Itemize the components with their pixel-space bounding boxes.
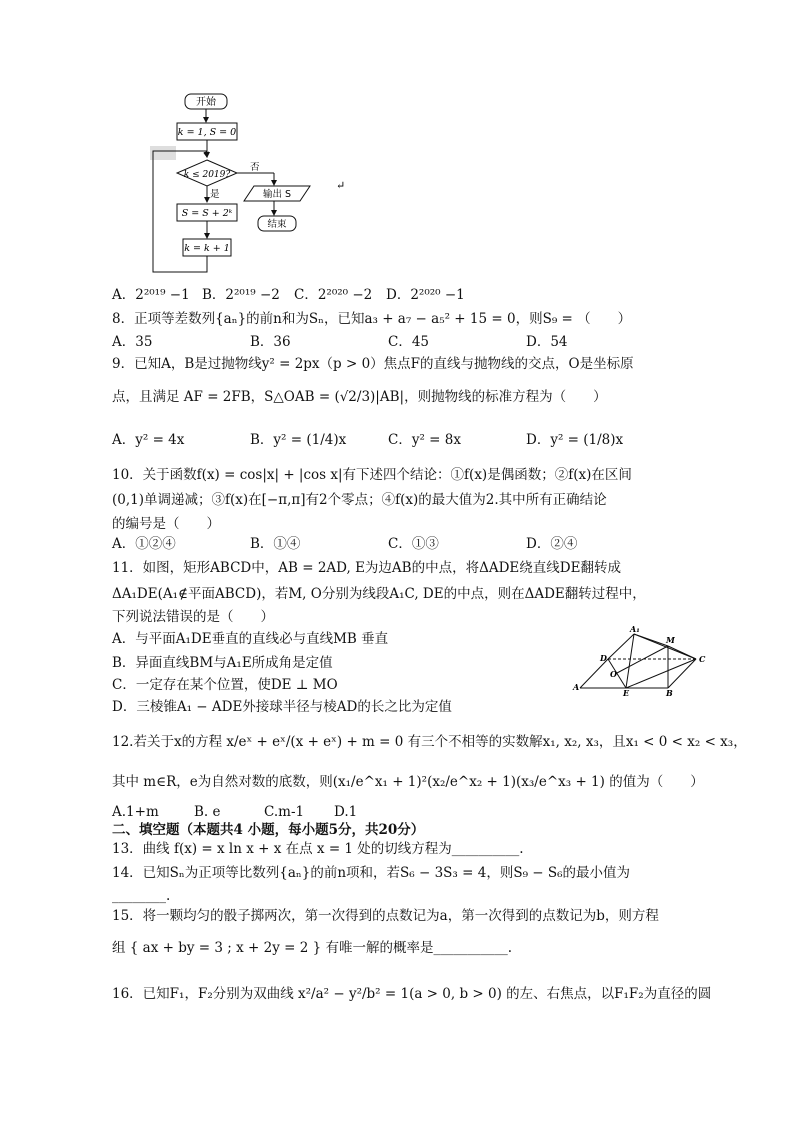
q14-line2: ________.: [112, 888, 171, 904]
flow-start-label: 开始: [196, 97, 216, 108]
q11-option-d[interactable]: D．三棱锥A₁ − ADE外接球半径与棱AD的长之比为定值: [112, 699, 452, 715]
flow-init-label: k = 1, S = 0: [177, 127, 237, 138]
q12-line1: 12.若关于x的方程 x/eˣ + eˣ/(x + eˣ) + m = 0 有三个不相等的实数解x₁, x₂, x₃，且x₁ < 0 < x₂ < x₃，: [112, 734, 747, 750]
flowchart-figure: [150, 90, 360, 280]
q9-line2: 点，且满足 AF = 2FB，S△OAB = (√2/3)|AB|，则抛物线的标准方程为（ ）: [112, 389, 607, 405]
q12-option-c[interactable]: C.m-1: [264, 804, 305, 820]
flow-condition-label: k ≤ 2019?: [183, 170, 231, 180]
fig-label-m: M: [666, 635, 675, 645]
fig-label-c: C: [699, 654, 706, 664]
flow-update-s-label: S = S + 2ᵏ: [181, 208, 233, 219]
q10-line1: 10．关于函数f(x) = cos|x| + |cos x|有下述四个结论：①f(x)是偶函数；②f(x)在区间: [112, 467, 632, 483]
flow-update-k-label: k = k + 1: [184, 243, 230, 254]
q10-line3: 的编号是（ ）: [112, 516, 220, 532]
q11-figure: [572, 622, 712, 697]
q7-option-a[interactable]: A．2²⁰¹⁹ −1: [112, 287, 190, 303]
q12-options: [112, 803, 357, 821]
q11-line2: ΔA₁DE(A₁∉平面ABCD)，若M, O分别为线段A₁C, DE的中点，则在ΔADE翻转过程中，: [112, 586, 646, 602]
q11-option-a[interactable]: A．与平面A₁DE垂直的直线必与直线MB 垂直: [112, 631, 389, 647]
q7-option-d[interactable]: D．2²⁰²⁰ −1: [386, 287, 465, 303]
q9-option-d[interactable]: D．y² = (1/8)x: [526, 432, 624, 448]
q15-line2: 组 { ax + by = 3 ; x + 2y = 2 } 有唯一解的概率是___________.: [112, 940, 513, 956]
q8-options: [112, 333, 568, 351]
section2-heading: 二、填空题（本题共4 小题，每小题5分，共20分）: [112, 822, 425, 838]
q11-line3: 下列说法错误的是（ ）: [112, 609, 274, 625]
q12-option-a[interactable]: A.1+m: [112, 804, 159, 820]
q12-option-b[interactable]: B. e: [194, 804, 221, 820]
q9-option-b[interactable]: B．y² = (1/4)x: [250, 432, 347, 448]
q7-option-b[interactable]: B．2²⁰¹⁹ −2: [202, 287, 280, 303]
q14-line1: 14．已知Sₙ为正项等比数列{aₙ}的前n项和，若S₆ − 3S₃ = 4，则S₉ − S₆的最小值为: [112, 865, 631, 881]
q8-stem: 8．正项等差数列{aₙ}的前n和为Sₙ，已知a₃ + a₇ − a₅² + 15 = 0，则S₉ = （ ）: [112, 311, 632, 327]
q10-line2: (0,1)单调递减；③f(x)在[−π,π]有2个零点；④f(x)的最大值为2.其中所有正确结论: [112, 492, 607, 508]
fig-label-e: E: [623, 688, 630, 697]
q10-options: [112, 535, 577, 553]
fig-label-o: O: [610, 669, 617, 679]
q13-text: 13．曲线 f(x) = x ln x + x 在点 x = 1 处的切线方程为__________.: [112, 841, 524, 857]
fig-label-b: B: [666, 688, 673, 697]
flow-no-label: 否: [250, 162, 260, 173]
fig-label-d: D: [600, 653, 607, 663]
q8-option-a[interactable]: A．35: [112, 334, 153, 350]
q8-option-b[interactable]: B．36: [250, 334, 291, 350]
q7-option-c[interactable]: C．2²⁰²⁰ −2: [294, 287, 373, 303]
q7-options: [112, 286, 465, 304]
q12-option-d[interactable]: D.1: [334, 804, 358, 820]
q15-line1: 15．将一颗均匀的骰子掷两次，第一次得到的点数记为a，第一次得到的点数记为b，则方程: [112, 908, 659, 924]
q16-text: 16．已知F₁，F₂分别为双曲线 x²/a² − y²/b² = 1(a > 0, b > 0) 的左、右焦点，以F₁F₂为直径的圆: [112, 986, 712, 1002]
q11-line1: 11．如图，矩形ABCD中，AB = 2AD, E为边AB的中点，将ΔADE绕直线DE翻转成: [112, 560, 621, 576]
q10-option-c[interactable]: C．①③: [388, 536, 439, 552]
q11-option-c[interactable]: C．一定存在某个位置，使DE ⊥ MO: [112, 677, 338, 693]
q8-option-d[interactable]: D．54: [526, 334, 568, 350]
flow-arrow-mark: ↵: [336, 179, 346, 192]
flow-yes-label: 是: [210, 189, 220, 200]
q9-option-c[interactable]: C．y² = 8x: [388, 432, 461, 448]
q9-line1: 9．已知A，B是过抛物线y² = 2px（p > 0）焦点F的直线与抛物线的交点，O是坐标原: [112, 356, 634, 372]
q11-option-b[interactable]: B．异面直线BM与A₁E所成角是定值: [112, 655, 333, 671]
q10-option-a[interactable]: A．①②④: [112, 536, 176, 552]
q8-option-c[interactable]: C．45: [388, 334, 430, 350]
q12-line2: 其中 m∈R，e为自然对数的底数，则(x₁/e^x₁ + 1)²(x₂/e^x₂ + 1)(x₃/e^x₃ + 1) 的值为（ ）: [112, 774, 704, 790]
flow-end-label: 结束: [267, 219, 287, 230]
flow-output-label: 输出 S: [262, 189, 292, 200]
blurred-patch: [150, 146, 176, 160]
q10-option-d[interactable]: D．②④: [526, 536, 578, 552]
fig-label-a: A: [573, 682, 580, 692]
q9-option-a[interactable]: A．y² = 4x: [112, 432, 185, 448]
fig-label-a1: A₁: [630, 624, 640, 634]
q9-options: [112, 431, 623, 449]
q10-option-b[interactable]: B．①④: [250, 536, 301, 552]
